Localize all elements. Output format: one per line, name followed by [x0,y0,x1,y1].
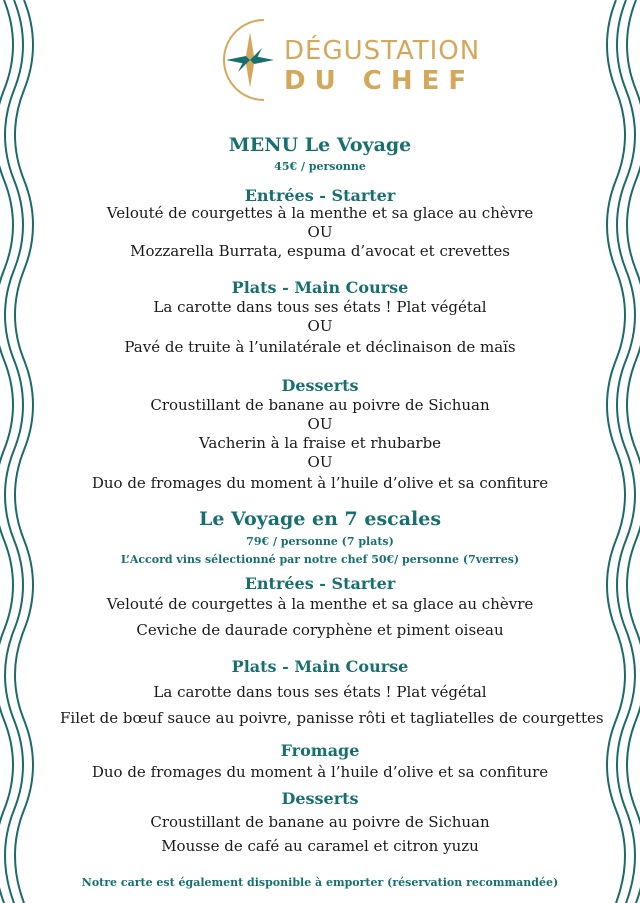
menu2-wine-pairing: L’Accord vins sélectionné par notre chef 50€/ personne (7verres) [120,553,520,566]
menu2-price: 79€ / personne (7 plats) [246,535,394,548]
brand-logo [220,14,481,106]
right-wave-border [594,0,640,903]
menu1-item: La carotte dans tous ses états ! Plat végétal [153,298,487,316]
menu1-section-heading: Entrées - Starter [244,186,396,205]
menu1-or: OU [307,453,333,471]
menu1-or: OU [307,317,333,335]
menu2-section-heading: Desserts [281,789,359,808]
menu1-item: Velouté de courgettes à la menthe et sa glace au chèvre [106,204,534,222]
menu2-section-heading: Entrées - Starter [244,574,396,593]
menu1-item: Vacherin à la fraise et rhubarbe [198,434,442,452]
menu2-section-heading: Fromage [280,741,360,760]
menu1-section-heading: Plats - Main Course [231,278,409,297]
menu2-item: Filet de bœuf sauce au poivre, panisse rôti et tagliatelles de courgettes [60,709,604,727]
menu2-item: Croustillant de banane au poivre de Sichuan [150,813,490,831]
menu1-or: OU [307,223,333,241]
menu2-title: Le Voyage en 7 escales [198,508,442,530]
menu1-price: 45€ / personne [274,160,366,173]
menu1-title: MENU Le Voyage [228,134,412,156]
footer-note: Notre carte est également disponible à emporter (réservation recommandée) [81,876,559,889]
left-wave-border [0,0,46,903]
menu1-item: Pavé de truite à l’unilatérale et déclinaison de maïs [124,338,516,356]
menu1-item: Duo de fromages du moment à l’huile d’olive et sa confiture [91,474,549,492]
menu2-item: Velouté de courgettes à la menthe et sa glace au chèvre [106,595,534,613]
menu2-section-heading: Plats - Main Course [231,657,409,676]
menu1-section-heading: Desserts [281,376,359,395]
menu1-item: Mozzarella Burrata, espuma d’avocat et crevettes [130,242,510,260]
menu2-item: Duo de fromages du moment à l’huile d’olive et sa confiture [91,763,549,781]
compass-star-icon [220,16,276,104]
menu2-item: La carotte dans tous ses états ! Plat végétal [153,683,487,701]
menu2-item: Mousse de café au caramel et citron yuzu [161,837,479,855]
brand-line-2: DU CHEF [284,66,476,96]
menu1-or: OU [307,415,333,433]
brand-line-1: DÉGUSTATION [284,36,481,66]
menu1-item: Croustillant de banane au poivre de Sichuan [150,396,490,414]
menu2-item: Ceviche de daurade coryphène et piment oiseau [136,621,504,639]
